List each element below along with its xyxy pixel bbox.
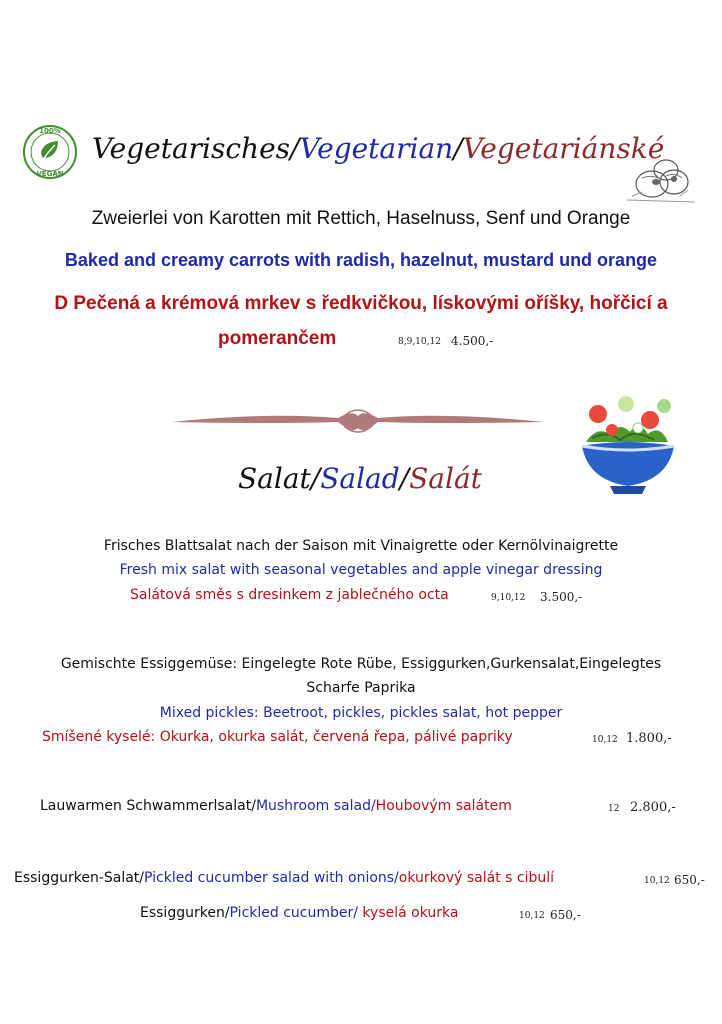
ornament-divider xyxy=(168,404,548,438)
vegetarian-section-title xyxy=(92,132,664,165)
salad-section-title xyxy=(238,462,482,495)
veg-dish-czech-line2: pomerančem xyxy=(218,328,337,349)
salad4-english: Pickled cucumber salad with onions/ xyxy=(144,870,399,886)
salad2-german-line2: Scharfe Paprika xyxy=(306,680,416,696)
salad2-czech: Smíšené kyselé: Okurka, okurka salát, červená řepa, pálivé papriky xyxy=(42,729,513,745)
salad5-german: Essiggurken/ xyxy=(140,905,230,921)
vegan-badge-bottom: VEGAN xyxy=(36,170,64,178)
hazelnut-illustration xyxy=(622,152,700,206)
title-sep: / xyxy=(453,132,463,165)
salad2-price: 1.800,- xyxy=(626,731,672,746)
salad1-english: Fresh mix salat with seasonal vegetables and apple vinegar dressing xyxy=(119,562,603,578)
title-sep: / xyxy=(310,462,321,495)
veg-dish-english: Baked and creamy carrots with radish, hazelnut, mustard und orange xyxy=(64,250,658,270)
vegan-badge-top: 100% xyxy=(39,127,61,135)
title-english: Vegetarian xyxy=(299,132,454,165)
salad3-english: Mushroom salad/ xyxy=(255,798,376,814)
salad3-price: 2.800,- xyxy=(630,800,676,815)
salad-title-english: Salad xyxy=(320,462,400,495)
salad-title-czech: Salát xyxy=(409,462,482,495)
salad3-allergens: 12 xyxy=(608,804,620,814)
veg-dish-price: 4.500,- xyxy=(451,334,494,348)
salad5-english: Pickled cucumber/ xyxy=(229,905,358,921)
salad4-czech: okurkový salát s cibulí xyxy=(398,870,554,886)
title-czech: Vegetariánské xyxy=(462,132,665,165)
title-sep: / xyxy=(399,462,410,495)
salad1-allergens: 9,10,12 xyxy=(491,593,526,603)
salad5-price: 650,- xyxy=(550,908,581,922)
salad2-english: Mixed pickles: Beetroot, pickles, pickles salat, hot pepper xyxy=(159,705,563,721)
salad4-line xyxy=(14,870,554,886)
salad1-price: 3.500,- xyxy=(540,590,583,604)
veg-dish-czech-line1: D Pečená a krémová mrkev s ředkvičkou, lískovými oříšky, hořčicí a xyxy=(54,293,668,314)
salad5-allergens: 10,12 xyxy=(519,911,545,921)
salad3-czech: Houbovým salátem xyxy=(375,798,512,814)
title-sep: / xyxy=(290,132,300,165)
salad3-german: Lauwarmen Schwammerlsalat/ xyxy=(40,798,256,814)
salad4-price: 650,- xyxy=(674,873,705,887)
salad3-line xyxy=(40,798,512,814)
vegan-badge-icon xyxy=(22,124,78,180)
veg-dish-allergens: 8,9,10,12 xyxy=(398,337,441,347)
salad4-allergens: 10,12 xyxy=(644,876,670,886)
salad2-allergens: 10,12 xyxy=(592,735,618,745)
salad-bowl-illustration xyxy=(568,384,688,504)
salad2-german-line1: Gemischte Essiggemüse: Eingelegte Rote Rübe, Essiggurken,Gurkensalat,Eingelegtes xyxy=(60,656,662,672)
salad5-line xyxy=(140,905,458,921)
salad1-german: Frisches Blattsalat nach der Saison mit Vinaigrette oder Kernölvinaigrette xyxy=(103,538,619,554)
salad-title-german: Salat xyxy=(238,462,311,495)
salad4-german: Essiggurken-Salat/ xyxy=(14,870,145,886)
title-german: Vegetarisches xyxy=(92,132,291,165)
salad1-czech: Salátová směs s dresinkem z jablečného octa xyxy=(130,587,449,603)
salad5-czech: kyselá okurka xyxy=(357,905,459,921)
veg-dish-german: Zweierlei von Karotten mit Rettich, Haselnuss, Senf und Orange xyxy=(91,208,631,229)
